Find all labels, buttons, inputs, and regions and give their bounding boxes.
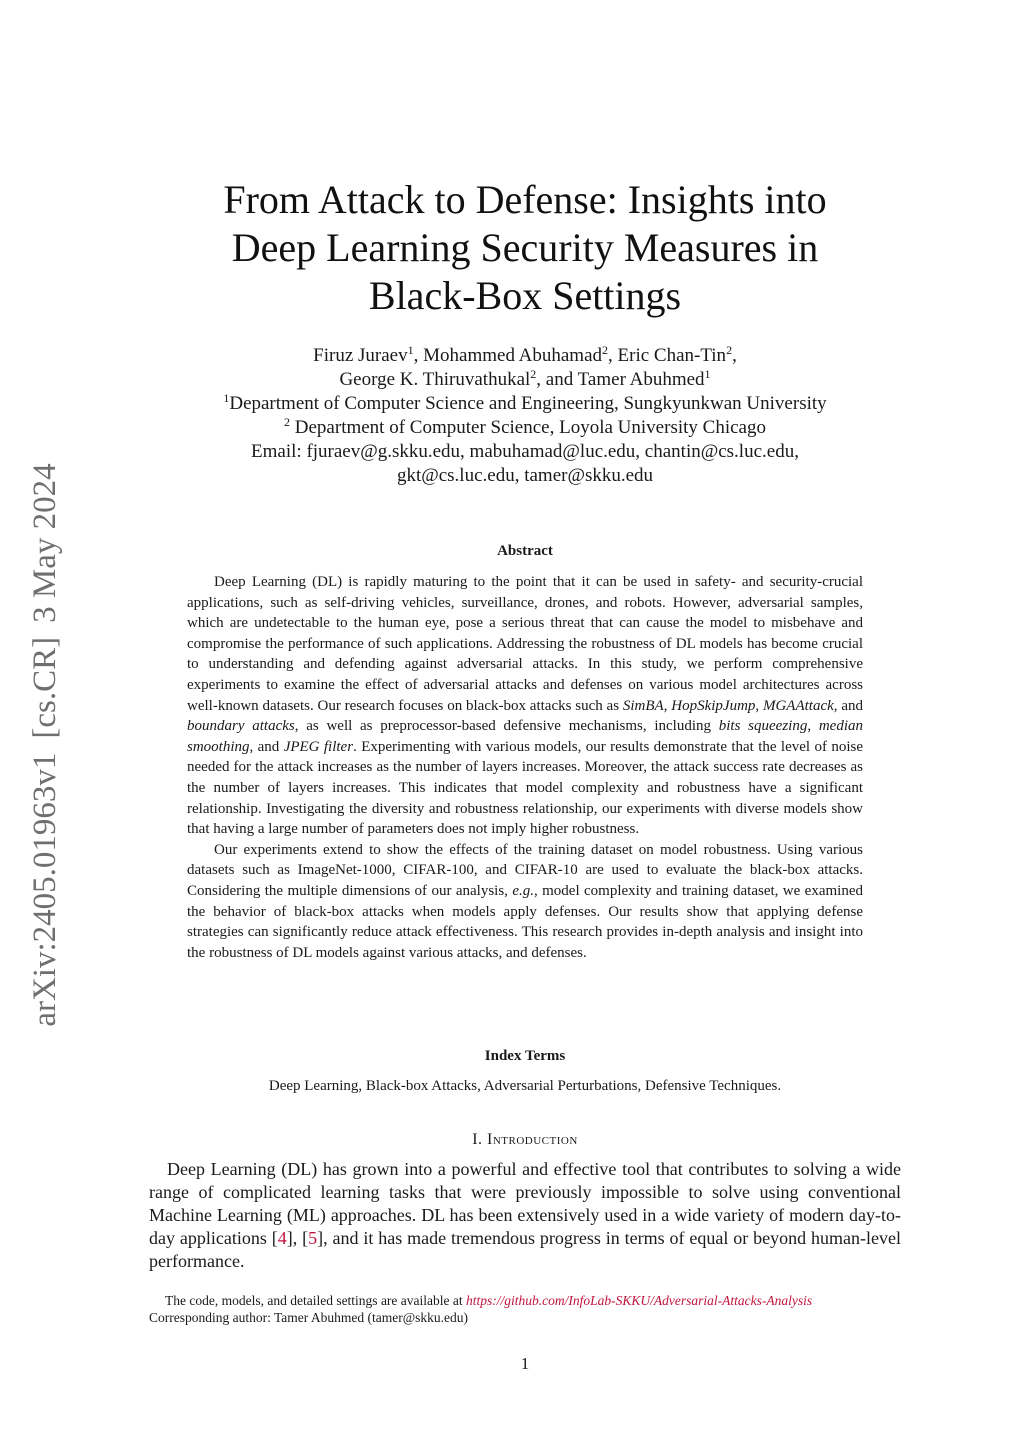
index-terms-text: Deep Learning, Black-box Attacks, Adversarial Perturbations, Defensive Techniques. — [268, 1078, 782, 1094]
author-name: Firuz Juraev — [313, 345, 408, 366]
affiliation-2 — [140, 416, 910, 440]
term-boundary-attacks: boundary attacks — [187, 718, 295, 735]
title-line-3: Black-Box Settings — [368, 273, 682, 318]
arxiv-stamp — [20, 395, 70, 1095]
author-name: Tamer Abuhmed — [577, 369, 705, 390]
term-jpeg-filter: JPEG filter — [283, 738, 354, 755]
email-label: Email: — [251, 441, 302, 462]
text-run: ], and it has made tremendous progress in terms of equal or beyond human-level performance. — [149, 1228, 901, 1271]
affiliation-mark: 1 — [704, 367, 711, 381]
citation-link[interactable]: 4 — [277, 1228, 287, 1248]
section-title: Introduction — [487, 1131, 578, 1148]
term-bits-squeezing: bits squeezing — [718, 718, 808, 735]
citation-link[interactable]: 5 — [308, 1228, 318, 1248]
affiliation-mark: 1 — [223, 391, 230, 405]
author-block — [140, 344, 910, 488]
text-run: . Experimenting with various models, our results demonstrate that the level of noise needed for the attack increases as the number of layers increases. Moreover, the attack success rate decreases as the number of layers increases. This indicates that model complexity and robustness have a significant relationship. Investigating the diversity and robustness relationship, our experiments with diverse models show that having a large number of parameters does not imply higher robustness. — [187, 738, 864, 838]
text-run: Deep Learning (DL) is rapidly maturing to the point that it can be used in safety- and security-crucial applications, such as self-driving vehicles, surveillance, drones, and robots. However, adversarial samples, which are undetectable to the human eye, pose a serious threat that can cause the model to misbehave and compromise the performance of such applications. Addressing the robustness of DL models has become crucial to understanding and defending against adversarial attacks. In this study, we perform comprehensive experiments to examine the effect of adversarial attacks and defenses on various model architectures across well-known datasets. Our research focuses on black-box attacks such as — [187, 574, 863, 714]
text-run: , model complexity and training dataset, we examined the behavior of black-box attacks when models apply defenses. Our results show that applying defense strategies can significantly reduce attack effectiveness. This research provides in-depth analysis and insight into the robustness of DL models against various attacks, and defenses. — [187, 882, 863, 961]
abstract-body — [187, 572, 863, 963]
arxiv-date: 3 May 2024 — [27, 463, 63, 623]
text-run: Deep Learning (DL) has grown into a powerful and effective tool that contributes to solving a wide range of complicated learning tasks that were previously impossible to solve using conventional Machine Learning (ML) approaches. DL has been extensively used in a wide variety of modern day-to-day applications [ — [149, 1159, 901, 1248]
affiliation-mark: 2 — [284, 415, 291, 429]
abstract-paragraph-1: Deep Learning (DL) is rapidly maturing to the point that it can be used in safety- and security-crucial applications, such as self-driving vehicles, surveillance, drones, and robots. However, adversarial samples, which are undetectable to the human eye, pose a serious threat that can cause the model to misbehave and compromise the performance of such applications. Addressing the robustness of DL models has become crucial to understanding and defending against adversarial attacks. In this study, we perform comprehensive experiments to examine the effect of adversarial attacks and defenses on various model architectures across well-known datasets. Our research focuses on black-box attacks such as SimBA, HopSkipJump, MGAAttack, and boundary attacks, as well as preprocessor-based defensive mechanisms, including bits squeezing, median smoothing, and JPEG filter. Experimenting with various models, our results demonstrate that the level of noise needed for the attack increases as the number of layers increases. Moreover, the attack success rate decreases as the number of layers increases. This indicates that model complexity and robustness have a significant relationship. Investigating the diversity and robustness relationship, our experiments with diverse models show that having a large number of parameters does not imply higher robustness. — [187, 574, 864, 838]
affiliation-1 — [140, 392, 910, 416]
affiliation-text: Department of Computer Science and Engineering, Sungkyunkwan University — [229, 393, 827, 414]
term-mgaattack: MGAAttack — [762, 697, 834, 714]
text-run: , as well as preprocessor-based defensive mechanisms, including — [294, 718, 719, 735]
affiliation-text: Department of Computer Science, Loyola University Chicago — [294, 417, 766, 438]
affiliation-mark: 1 — [407, 343, 414, 357]
abstract-paragraph-2 — [187, 840, 863, 964]
footnote-code-line — [149, 1292, 909, 1309]
footnote-text: The code, models, and detailed settings are available at — [165, 1293, 467, 1308]
footnote — [149, 1292, 909, 1326]
author-name: George K. Thiruvathukal — [339, 369, 531, 390]
title-line-1: From Attack to Defense: Insights into — [223, 177, 827, 222]
arxiv-category: [cs.CR] — [27, 636, 63, 739]
author-line-2: George K. Thiruvathukal$^2$, and Tamer Abuhmed$^1$ — [339, 367, 711, 390]
author-conjunction: and — [545, 369, 574, 390]
section-numeral: I. — [472, 1131, 483, 1148]
paper-title — [150, 176, 900, 320]
text-run: , and — [833, 697, 863, 714]
author-name: Eric Chan-Tin — [617, 345, 727, 366]
email-line-2: gkt@cs.luc.edu, tamer@skku.edu — [396, 465, 654, 486]
index-terms-heading: Index Terms — [484, 1048, 566, 1064]
text-run: Our experiments extend to show the effects of the training dataset on model robustness. Using various datasets such as ImageNet-1000, CIFAR-100, and CIFAR-10 are used to evaluate the black-box attacks. Considering the multiple dimensions of our analysis, — [187, 841, 863, 899]
author-line-1: Firuz Juraev$^1$, Mohammed Abuhamad$^2$, Eric Chan-Tin$^2$, — [313, 343, 737, 366]
term-median-smoothing: median smoothing — [187, 718, 863, 755]
affiliation-mark: 2 — [726, 343, 733, 357]
text-run: ], [ — [286, 1228, 309, 1248]
email-line-1 — [140, 440, 910, 464]
text-run: , and — [249, 738, 284, 755]
github-link[interactable]: https://github.com/InfoLab-SKKU/Adversarial-Attacks-Analysis — [466, 1293, 813, 1308]
term-simba: SimBA — [622, 697, 664, 714]
term-eg: e.g. — [512, 882, 534, 899]
arxiv-id: arXiv:2405.01963v1 — [27, 752, 63, 1027]
title-line-2: Deep Learning Security Measures in — [231, 225, 819, 270]
footnote-corresponding: Corresponding author: Tamer Abuhmed (tamer@skku.edu) — [149, 1310, 469, 1325]
email-list: fjuraev@g.skku.edu, mabuhamad@luc.edu, chantin@cs.luc.edu, — [306, 441, 799, 462]
page-number: 1 — [520, 1354, 530, 1373]
abstract-heading: Abstract — [497, 543, 553, 559]
term-hopskipjump: HopSkipJump — [671, 697, 756, 714]
affiliation-mark: 2 — [602, 343, 609, 357]
affiliation-mark: 2 — [530, 367, 537, 381]
section-heading — [150, 1131, 900, 1149]
introduction-paragraph — [149, 1158, 901, 1273]
author-name: Mohammed Abuhamad — [423, 345, 603, 366]
